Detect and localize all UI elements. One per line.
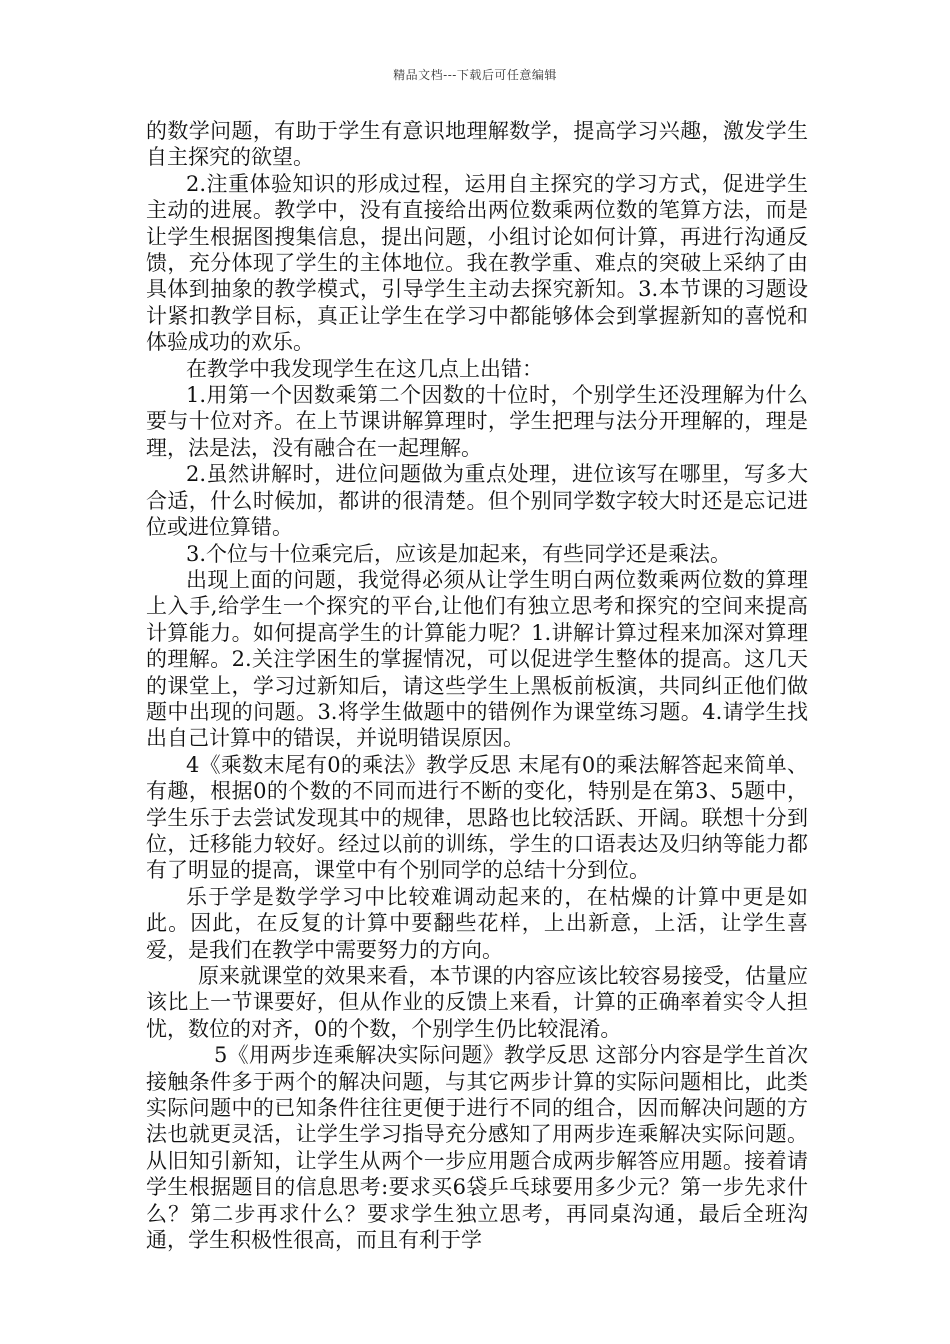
paragraph: 4《乘数末尾有0的乘法》教学反思 末尾有0的乘法解答起来简单、有趣，根据0的个数的不同而进行不断的变化，特别是在第3、5题中，学生乐于去尝试发现其中的规律，思路也比较活跃、开阔。联想十分到位，迁移能力较好。经过以前的训练，学生的口语表达及归纳等能力都有了明显的提高，课堂中有个别同学的总结十分到位。	[146, 752, 808, 883]
page-header: 精品文档---下载后可任意编辑	[393, 68, 557, 82]
paragraph: 乐于学是数学学习中比较难调动起来的，在枯燥的计算中更是如此。因此，在反复的计算中要翻些花样，上出新意，上活，让学生喜爱，是我们在教学中需要努力的方向。	[146, 884, 808, 962]
paragraph: 2.注重体验知识的形成过程，运用自主探究的学习方式，促进学生主动的进展。教学中，没有直接给出两位数乘两位数的笔算方法，而是让学生根据图搜集信息，提出问题，小组讨论如何计算，再进行沟通反馈，充分体现了学生的主体地位。我在教学重、难点的突破上采纳了由具体到抽象的教学模式，引导学生主动去探究新知。3.本节课的习题设计紧扣教学目标，真正让学生在学习中都能够体会到掌握新知的喜悦和体验成功的欢乐。	[146, 171, 808, 355]
document-body	[146, 118, 808, 1253]
paragraph: 1.用第一个因数乘第二个因数的十位时，个别学生还没理解为什么要与十位对齐。在上节课讲解算理时，学生把理与法分开理解的，理是理，法是法，没有融合在一起理解。	[146, 383, 808, 460]
paragraph: 2.虽然讲解时，进位问题做为重点处理，进位该写在哪里，写多大合适，什么时候加，都讲的很清楚。但个别同学数字较大时还是忘记进位或进位算错。	[146, 462, 808, 540]
paragraph: 5《用两步连乘解决实际问题》教学反思 这部分内容是学生首次接触条件多于两个的解决问题，与其它两步计算的实际问题相比，此类实际问题中的已知条件往往更便于进行不同的组合，因而解决问题的方法也就更灵活，让学生学习指导充分感知了用两步连乘解决实际问题。从旧知引新知，让学生从两个一步应用题合成两步解答应用题。接着请学生根据题目的信息思考:要求买6袋乒乓球要用多少元？第一步先求什么？第二步再求什么？要求学生独立思考，再同桌沟通，最后全班沟通，学生积极性很高，而且有利于学	[146, 1043, 808, 1253]
paragraph: 的数学问题，有助于学生有意识地理解数学，提高学习兴趣，激发学生自主探究的欲望。	[146, 119, 808, 170]
paragraph: 在教学中我发现学生在这几点上出错：	[186, 356, 543, 381]
paragraph: 3.个位与十位乘完后，应该是加起来，有些同学还是乘法。	[186, 541, 732, 566]
paragraph: 原来就课堂的效果来看，本节课的内容应该比较容易接受，估量应该比上一节课要好，但从作业的反馈上来看，计算的正确率着实令人担忧，数位的对齐，0的个数，个别学生仍比较混淆。	[146, 964, 808, 1041]
paragraph: 出现上面的问题，我觉得必须从让学生明白两位数乘两位数的算理上入手,给学生一个探究的平台,让他们有独立思考和探究的空间来提高计算能力。如何提高学生的计算能力呢？1.讲解计算过程来加深对算理的理解。2.关注学困生的掌握情况，可以促进学生整体的提高。这几天的课堂上，学习过新知后，请这些学生上黑板前板演，共同纠正他们做题中出现的问题。3.将学生做题中的错例作为课堂练习题。4.请学生找出自己计算中的错误，并说明错误原因。	[146, 567, 808, 751]
